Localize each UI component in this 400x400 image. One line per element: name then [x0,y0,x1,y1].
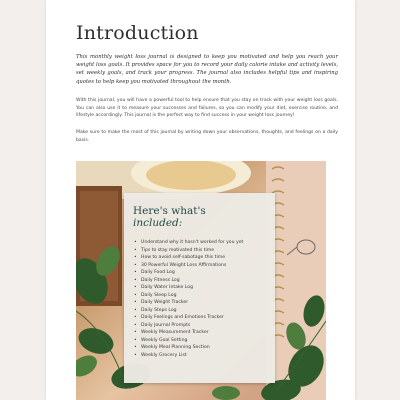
list-item [134,329,243,337]
list-item-text: Daily Food Log [141,270,175,275]
list-item [134,307,243,315]
bullet-icon: • [134,315,137,320]
list-item-text: Daily Sleep Log [141,292,177,298]
list-item-text: Daily Journal Prompts [141,322,191,328]
list-item [134,277,243,285]
list-item-text: Weekly Grocery List [141,352,187,358]
list-item-text: Daily Steps Log [141,307,177,313]
list-item [134,254,243,262]
bullet-icon: • [134,270,137,275]
bullet-icon: • [134,352,137,358]
bullet-icon: • [134,300,137,305]
list-item-text: Weekly Measurement Tracker [141,330,209,335]
bullet-icon: • [134,240,137,245]
page-title: Introduction [76,22,199,44]
list-item-text: How to avoid self-sabotage this time [141,255,226,260]
bullet-icon: • [134,262,137,268]
list-item [134,262,243,270]
included-card [124,193,275,383]
bullet-icon: • [134,337,137,343]
list-item [134,292,243,300]
bullet-icon: • [134,247,137,253]
bullet-icon: • [134,330,137,335]
list-item [134,314,243,322]
bullet-icon: • [134,277,137,283]
list-item [134,322,243,330]
list-item-text: Understand why it hasn't worked for you yet [141,240,244,245]
list-item [134,344,243,352]
list-item-text: Daily Feelings and Emotions Tracker [141,315,224,320]
list-item [134,337,243,345]
document-page [46,0,355,400]
list-item [134,247,243,255]
included-list [134,239,243,359]
bullet-icon: • [134,292,137,298]
bullet-icon: • [134,345,137,350]
bullet-icon: • [134,255,137,260]
list-item-text: Weekly Meal Planning Section [141,345,210,350]
list-item [134,352,243,360]
list-item [134,239,243,247]
list-item-text: Daily Weight Tracker [141,300,189,305]
bullet-icon: • [134,322,137,328]
list-item [134,269,243,277]
list-item-text: Tips to stay motivated this time [141,247,215,253]
list-item-text: Daily Fitness Log [141,277,180,283]
bullet-icon: • [134,285,137,290]
bullet-icon: • [134,307,137,313]
list-item-text: Weekly Goal Setting [141,337,188,343]
list-item [134,299,243,307]
list-item [134,284,243,292]
card-subheading: included: [133,217,183,229]
body-paragraph-1: With this journal, you will have a powerful tool to help ensure that you stay on track with your weight loss goals. You can also use it to measure your successes and failures, so you can modify your diet, exercise routine, and lifestyle accordingly. This journal is the perfect way to find success in your weight loss journey! [76,98,338,119]
list-item-text: Daily Water Intake Log [141,285,193,290]
intro-lead-paragraph: This monthly weight loss journal is designed to keep you motivated and help you reach your weight loss goals. It provides space for you to record your daily calorie intake and activity levels, set weekly goals, and track your progress. The journal also includes helpful tips and inspiring quotes to help keep you motivated throughout the month. [76,54,338,85]
card-heading: Here's what's [133,205,206,217]
body-paragraph-2: Make sure to make the most of this journal by writing down your observations, thoughts, and feelings on a daily basis. [76,130,338,143]
list-item-text: 30 Powerful Weight Loss Affirmations [141,262,227,268]
